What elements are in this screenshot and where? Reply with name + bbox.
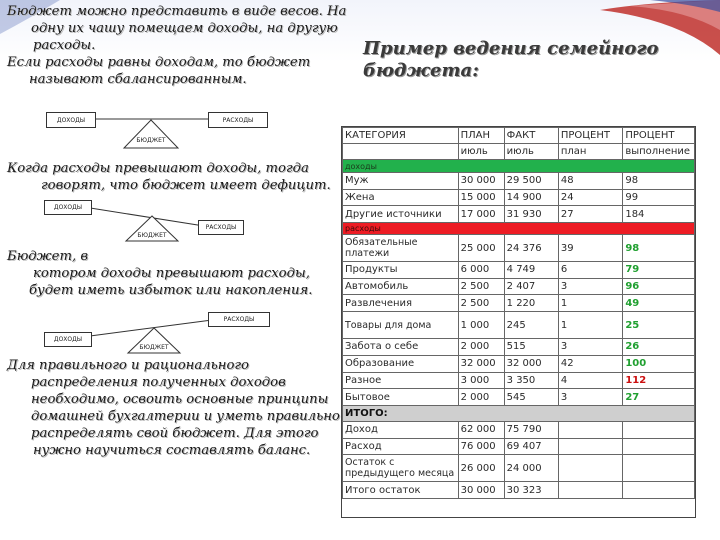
- table-cell: 545: [504, 389, 558, 406]
- table-cell: [623, 438, 695, 455]
- table-cell: 112: [623, 372, 695, 389]
- income-box: ДОХОДЫ: [44, 200, 92, 215]
- table-row: [343, 455, 695, 482]
- text-line: Бюджет, в: [7, 249, 89, 264]
- text-line: Бюджет можно представить в виде весов. На: [7, 4, 347, 19]
- table-cell: Бытовое: [343, 389, 459, 406]
- table-cell: 62 000: [458, 421, 504, 438]
- table-row: [343, 438, 695, 455]
- table-cell: 30 000: [458, 482, 504, 499]
- text-line: Для правильного и рационального: [7, 358, 249, 373]
- table-cell: [343, 144, 459, 160]
- table-cell: [558, 455, 622, 482]
- table-cell: 6: [558, 262, 622, 279]
- table-cell: 26: [623, 339, 695, 356]
- table-body: [343, 128, 695, 499]
- table-cell: 76 000: [458, 438, 504, 455]
- table-cell: 79: [623, 262, 695, 279]
- table-row: [343, 355, 695, 372]
- table-cell: Муж: [343, 173, 459, 190]
- paragraph-balanced: [7, 3, 346, 88]
- table-cell: 1 220: [504, 295, 558, 312]
- table-row: [343, 206, 695, 223]
- budget-table: [341, 126, 696, 518]
- table-cell: [623, 455, 695, 482]
- table-cell: 1: [558, 295, 622, 312]
- table-cell: 27: [623, 389, 695, 406]
- table-row: [343, 372, 695, 389]
- table-row: [343, 312, 695, 339]
- table-cell: 4 749: [504, 262, 558, 279]
- table-row: [343, 262, 695, 279]
- table-cell: 2 500: [458, 278, 504, 295]
- text-line: одну их чашу помещаем доходы, на другую: [31, 21, 338, 36]
- table-cell: 6 000: [458, 262, 504, 279]
- table-cell: [623, 482, 695, 499]
- section-row: [343, 223, 695, 235]
- table-cell: 17 000: [458, 206, 504, 223]
- table-cell: [558, 438, 622, 455]
- table-cell: ПРОЦЕНТ: [623, 128, 695, 144]
- income-box: ДОХОДЫ: [46, 112, 96, 128]
- table-cell: 30 000: [458, 173, 504, 190]
- table-row: [343, 235, 695, 262]
- paragraph-deficit: [7, 160, 331, 194]
- table-row: [343, 295, 695, 312]
- table-cell: 2 000: [458, 389, 504, 406]
- table-cell: Расход: [343, 438, 459, 455]
- table-cell: 1: [558, 312, 622, 339]
- table-cell: 2 407: [504, 278, 558, 295]
- scale-balanced: [46, 108, 270, 156]
- table-cell: 3 000: [458, 372, 504, 389]
- table-cell: 39: [558, 235, 622, 262]
- text-line: распределять свой бюджет. Для этого: [31, 426, 319, 441]
- table-cell: 96: [623, 278, 695, 295]
- income-box: ДОХОДЫ: [44, 332, 92, 347]
- table-cell: 49: [623, 295, 695, 312]
- table-cell: 24: [558, 189, 622, 206]
- table-cell: 15 000: [458, 189, 504, 206]
- table-cell: 25: [623, 312, 695, 339]
- table-cell: 184: [623, 206, 695, 223]
- table-cell: ФАКТ: [504, 128, 558, 144]
- page-title: [363, 38, 658, 82]
- table-cell: Итого остаток: [343, 482, 459, 499]
- table-cell: Забота о себе: [343, 339, 459, 356]
- table-cell: Другие источники: [343, 206, 459, 223]
- table-cell: Обязательные платежи: [343, 235, 459, 262]
- table-cell: Остаток с предыдущего месяца: [343, 455, 459, 482]
- text-line: котором доходы превышают расходы,: [33, 266, 310, 281]
- scale-deficit: [44, 198, 244, 244]
- table-cell: июль: [458, 144, 504, 160]
- table-cell: Образование: [343, 355, 459, 372]
- table-cell: Развлечения: [343, 295, 459, 312]
- table-row: [343, 173, 695, 190]
- table-cell: 24 000: [504, 455, 558, 482]
- table-cell: план: [558, 144, 622, 160]
- expense-box: РАСХОДЫ: [208, 312, 270, 327]
- table-row: [343, 144, 695, 160]
- table-cell: Автомобиль: [343, 278, 459, 295]
- table-row: [343, 128, 695, 144]
- table-cell: 27: [558, 206, 622, 223]
- table-cell: 3: [558, 389, 622, 406]
- text-line: называют сбалансированным.: [29, 72, 247, 87]
- table-cell: ПЛАН: [458, 128, 504, 144]
- text-line: Когда расходы превышают доходы, тогда: [7, 161, 309, 176]
- table-cell: 32 000: [504, 355, 558, 372]
- table-cell: ПРОЦЕНТ: [558, 128, 622, 144]
- table-row: [343, 339, 695, 356]
- table-cell: Продукты: [343, 262, 459, 279]
- table-cell: КАТЕГОРИЯ: [343, 128, 459, 144]
- budget-label: БЮДЖЕТ: [136, 136, 166, 144]
- table-cell: Товары для дома: [343, 312, 459, 339]
- text-line: распределения полученных доходов: [31, 375, 286, 390]
- paragraph-surplus: [7, 248, 312, 299]
- section-row: [343, 160, 695, 173]
- table-cell: июль: [504, 144, 558, 160]
- table-cell: 515: [504, 339, 558, 356]
- title-line: бюджета:: [363, 60, 479, 81]
- table-cell: 4: [558, 372, 622, 389]
- text-line: домашней бухгалтерии и уметь правильно: [31, 409, 340, 424]
- table-cell: 245: [504, 312, 558, 339]
- table-cell: [558, 482, 622, 499]
- table-row: [343, 421, 695, 438]
- table-cell: 2 500: [458, 295, 504, 312]
- scale-surplus: [44, 308, 274, 356]
- table-cell: [558, 421, 622, 438]
- table-cell: [623, 421, 695, 438]
- table-cell: Доход: [343, 421, 459, 438]
- table-cell: 30 323: [504, 482, 558, 499]
- table-row: [343, 389, 695, 406]
- table-cell: 25 000: [458, 235, 504, 262]
- table-cell: 26 000: [458, 455, 504, 482]
- table-cell: 48: [558, 173, 622, 190]
- text-line: будет иметь избыток или накопления.: [29, 283, 313, 298]
- table-row: [343, 482, 695, 499]
- table-cell: 98: [623, 173, 695, 190]
- budget-label: БЮДЖЕТ: [139, 344, 169, 351]
- section-label: расходы: [343, 223, 695, 235]
- table-cell: 3 350: [504, 372, 558, 389]
- section-label: ИТОГО:: [343, 405, 695, 421]
- text-line: необходимо, освоить основные принципы: [31, 392, 329, 407]
- table-cell: 32 000: [458, 355, 504, 372]
- table-cell: 2 000: [458, 339, 504, 356]
- budget-label: БЮДЖЕТ: [137, 232, 167, 239]
- table-row: [343, 189, 695, 206]
- text-line: расходы.: [33, 38, 96, 53]
- text-line: нужно научиться составлять баланс.: [33, 443, 311, 458]
- table-cell: Жена: [343, 189, 459, 206]
- table-cell: 99: [623, 189, 695, 206]
- section-label: доходы: [343, 160, 695, 173]
- table-cell: 98: [623, 235, 695, 262]
- table-row: [343, 278, 695, 295]
- table-cell: 100: [623, 355, 695, 372]
- table-cell: 75 790: [504, 421, 558, 438]
- text-line: говорят, что бюджет имеет дефицит.: [41, 178, 331, 193]
- table-cell: 29 500: [504, 173, 558, 190]
- table-cell: 1 000: [458, 312, 504, 339]
- text-line: Если расходы равны доходам, то бюджет: [7, 55, 311, 70]
- table-cell: Разное: [343, 372, 459, 389]
- budget-table-grid: [342, 127, 695, 499]
- section-row: [343, 405, 695, 421]
- expense-box: РАСХОДЫ: [198, 220, 244, 235]
- table-cell: 3: [558, 339, 622, 356]
- title-line: Пример ведения семейного: [363, 38, 659, 59]
- table-cell: 14 900: [504, 189, 558, 206]
- table-cell: 69 407: [504, 438, 558, 455]
- table-cell: 31 930: [504, 206, 558, 223]
- table-cell: 3: [558, 278, 622, 295]
- table-cell: 24 376: [504, 235, 558, 262]
- table-cell: выполнение: [623, 144, 695, 160]
- expense-box: РАСХОДЫ: [208, 112, 268, 128]
- table-cell: 42: [558, 355, 622, 372]
- paragraph-advice: [7, 357, 340, 459]
